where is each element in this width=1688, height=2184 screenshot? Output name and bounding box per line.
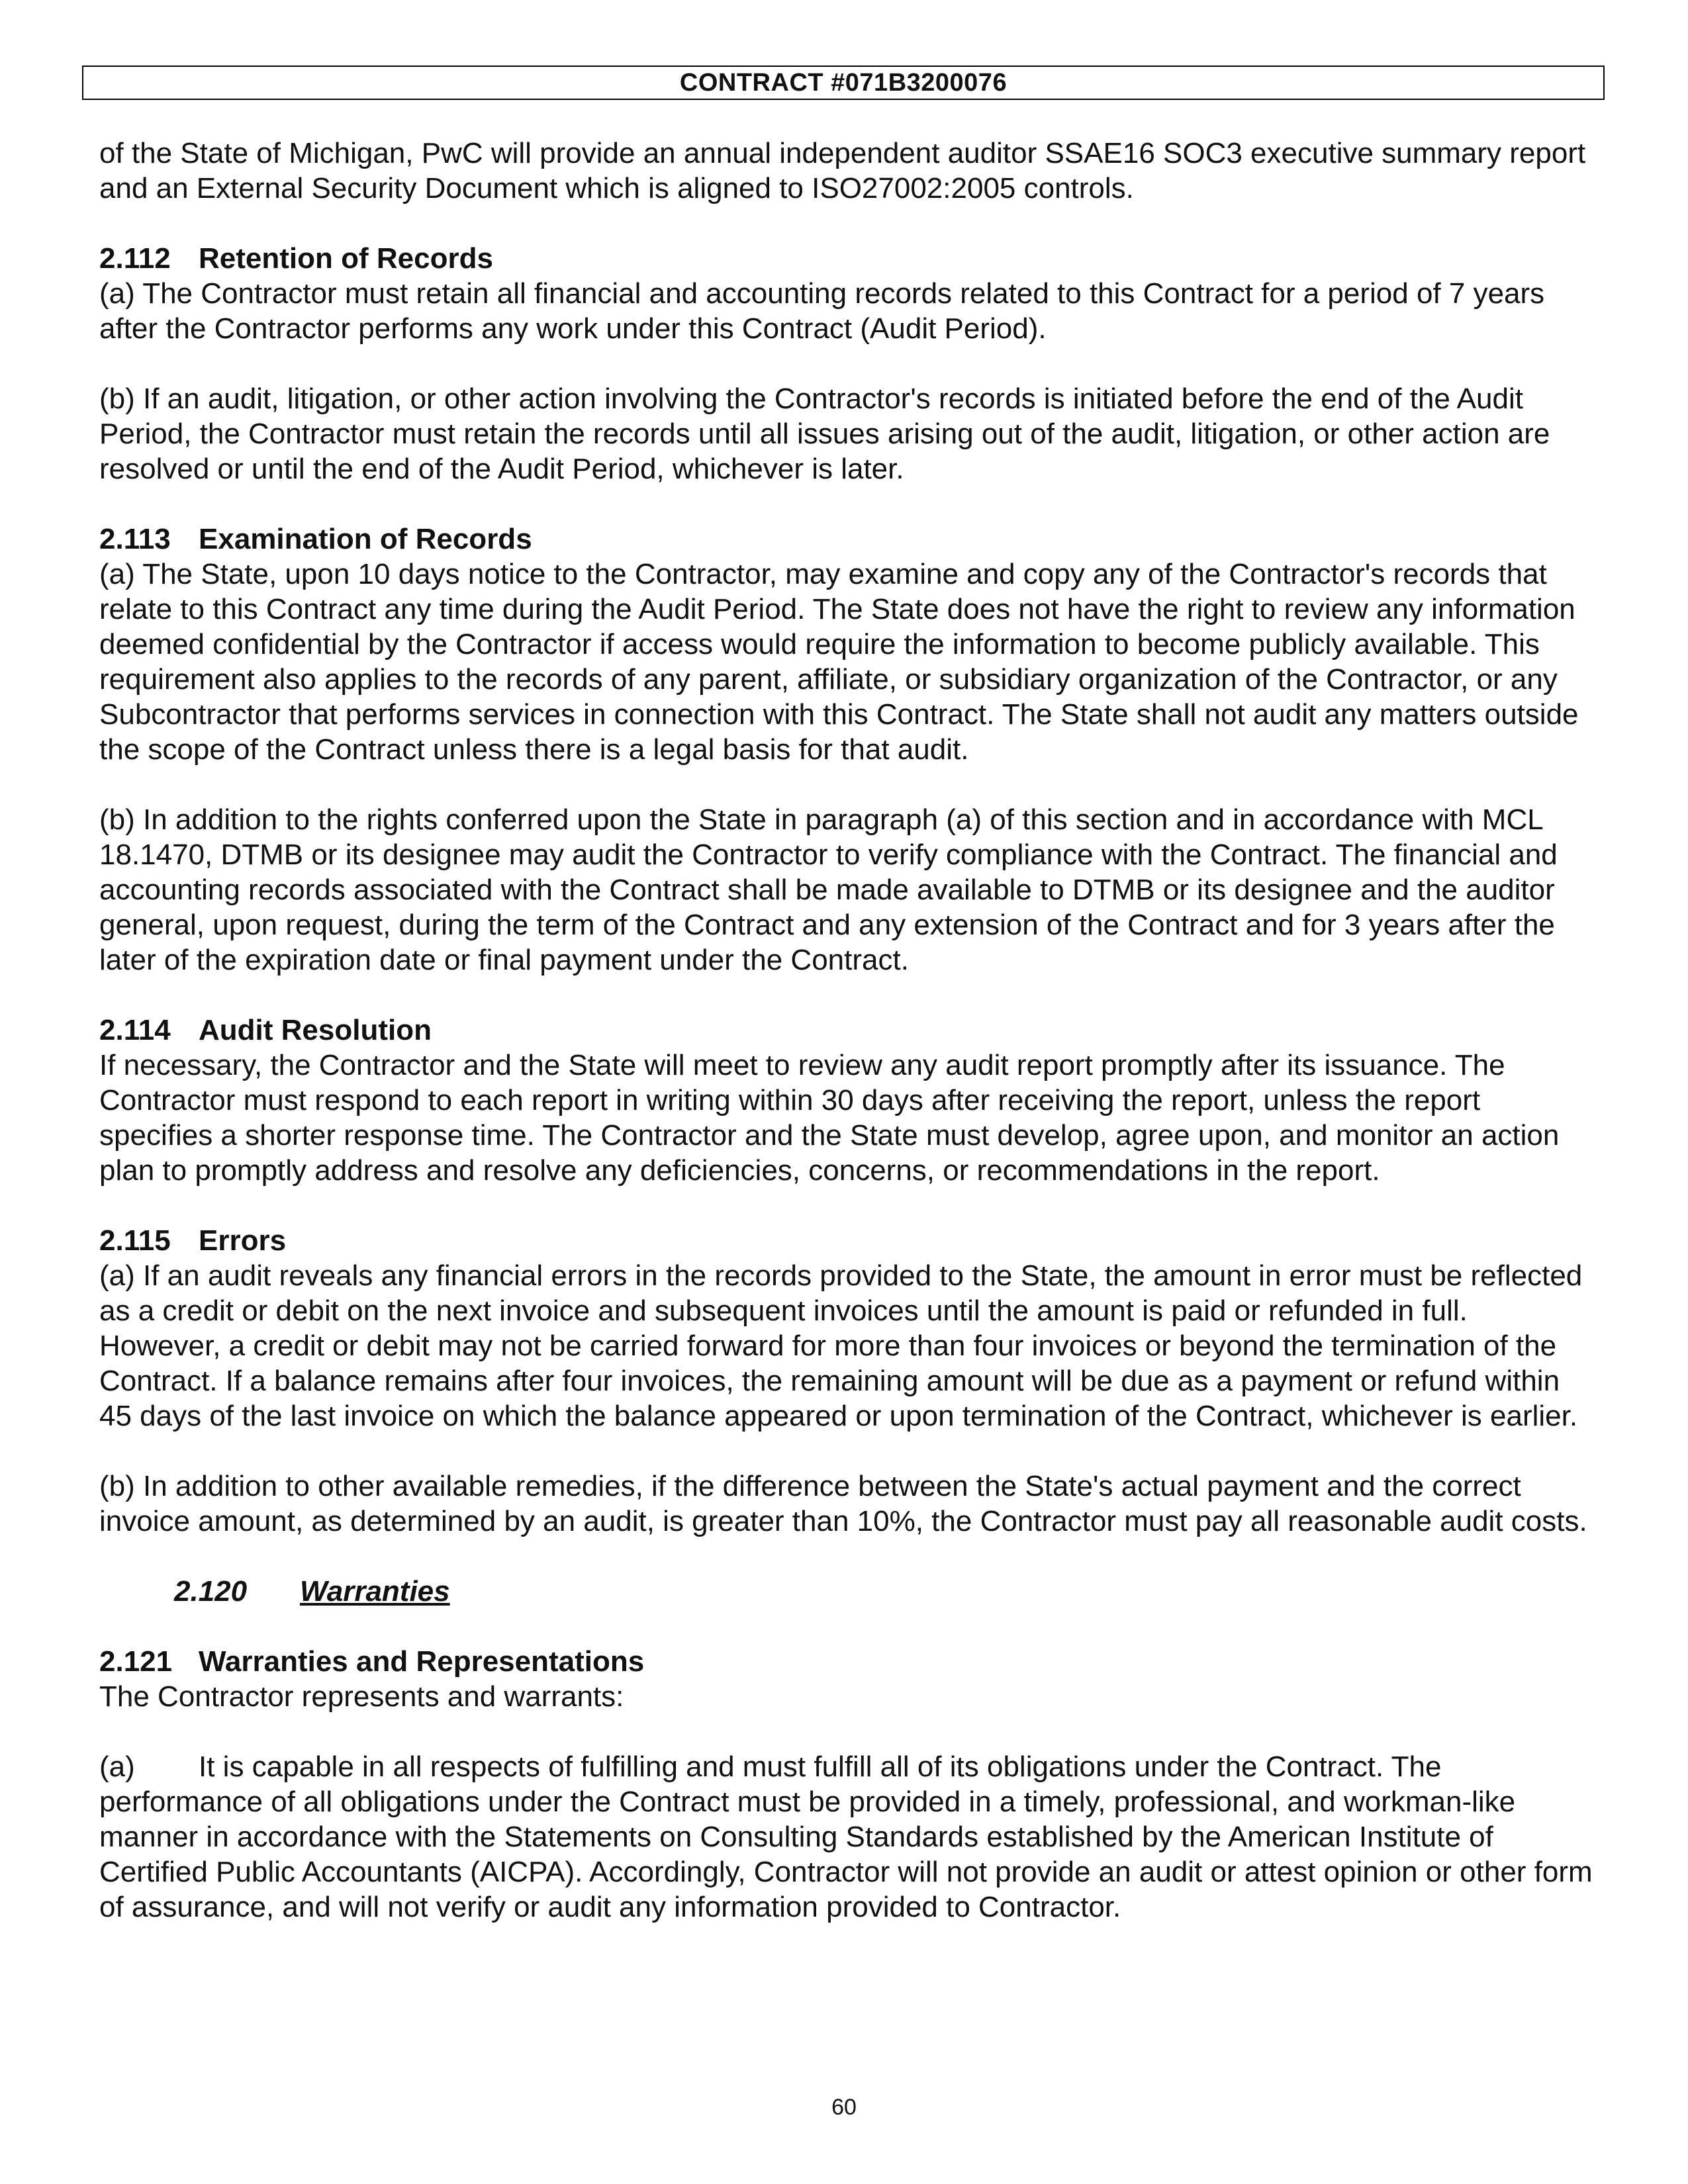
section-title: Audit Resolution <box>199 1014 432 1046</box>
section-number: 2.112 <box>99 242 171 275</box>
major-section-heading <box>174 1574 1595 1609</box>
document-body <box>99 136 1595 1960</box>
section-number: 2.114 <box>99 1014 171 1046</box>
section-2-121 <box>99 1644 1595 1925</box>
major-section-title: Warranties <box>300 1575 450 1608</box>
section-2-112 <box>99 241 1595 486</box>
section-paragraph: (a) The State, upon 10 days notice to the Contractor, may examine and copy any of the Contractor's records that relate to this Contract any time during the Audit Period. The State does not have the right to review any information deemed confidential by the Contractor if access would require the information to become publicly available. This requirement also applies to the records of any parent, affiliate, or subsidiary organization of the Contractor, or any Subcontractor that performs services in connection with this Contract. The State shall not audit any matters outside the scope of the Contract unless there is a legal basis for that audit. <box>99 558 1579 766</box>
section-heading <box>99 241 1595 276</box>
section-number: 2.113 <box>99 523 171 555</box>
contract-header <box>82 66 1605 100</box>
section-2-114 <box>99 1013 1595 1188</box>
section-2-113 <box>99 522 1595 978</box>
section-paragraph: (a) The Contractor must retain all financial and accounting records related to this Contract for a period of 7 years after the Contractor performs any work under this Contract (Audit Period). <box>99 277 1545 345</box>
contract-number: CONTRACT #071B3200076 <box>679 68 1008 97</box>
section-paragraph: (b) In addition to other available remedies, if the difference between the State's actual payment and the correct invoice amount, as determined by an audit, is greater than 10%, the Contractor must pay all reasonable audit costs. <box>99 1470 1587 1537</box>
section-2-115 <box>99 1223 1595 1539</box>
section-paragraph: (b) If an audit, litigation, or other action involving the Contractor's records is initiated before the end of the Audit Period, the Contractor must retain the records until all issues arising out of the audit, litigation, or other action are resolved or until the end of the Audit Period, whichever is later. <box>99 383 1550 485</box>
major-section-number: 2.120 <box>174 1575 248 1608</box>
section-heading <box>99 1013 1595 1048</box>
section-paragraph: (b) In addition to the rights conferred upon the State in paragraph (a) of this section and in accordance with MCL 18.1470, DTMB or its designee may audit the Contractor to verify compliance with the Contract. The financial and accounting records associated with the Contract shall be made available to DTMB or its designee and the auditor general, upon request, during the term of the Contract and any extension of the Contract and for 3 years after the later of the expiration date or final payment under the Contract. <box>99 803 1558 976</box>
section-number: 2.115 <box>99 1224 171 1257</box>
intro-paragraph: of the State of Michigan, PwC will provide an annual independent auditor SSAE16 SOC3 executive summary report and an External Security Document which is aligned to ISO27002:2005 controls. <box>99 137 1586 205</box>
section-title: Errors <box>199 1224 287 1257</box>
section-number: 2.121 <box>99 1645 173 1678</box>
warranty-item-a <box>99 1749 1595 1925</box>
section-title: Warranties and Representations <box>199 1645 645 1678</box>
section-heading <box>99 1644 1595 1679</box>
section-paragraph: (a) If an audit reveals any financial errors in the records provided to the State, the amount in error must be reflected as a credit or debit on the next invoice and subsequent invoices until the amount is paid or refunded in full. However, a credit or debit may not be carried forward for more than four invoices or beyond the termination of the Contract. If a balance remains after four invoices, the remaining amount will be due as a payment or refund within 45 days of the last invoice on which the balance appeared or upon termination of the Contract, whichever is earlier. <box>99 1259 1583 1432</box>
section-paragraph: If necessary, the Contractor and the State will meet to review any audit report promptly after its issuance. The Contractor must respond to each report in writing within 30 days after receiving the report, unless the report specifies a shorter response time. The Contractor and the State must develop, agree upon, and monitor an action plan to promptly address and resolve any deficiencies, concerns, or recommendations in the report. <box>99 1049 1560 1187</box>
item-label: (a) <box>99 1751 135 1783</box>
page-number: 60 <box>831 2095 857 2120</box>
section-heading <box>99 1223 1595 1258</box>
item-text: It is capable in all respects of fulfilling and must fulfill all of its obligations under the Contract. The performance of all obligations under the Contract must be provided in a timely, professional, and workman-like manner in accordance with the Statements on Consulting Standards established by the American Institute of Certified Public Accountants (AICPA). Accordingly, Contractor will not provide an audit or attest opinion or other form of assurance, and will not verify or audit any information provided to Contractor. <box>99 1751 1593 1923</box>
section-title: Retention of Records <box>199 242 493 275</box>
section-title: Examination of Records <box>199 523 532 555</box>
section-heading <box>99 522 1595 557</box>
section-lead: The Contractor represents and warrants: <box>99 1680 624 1713</box>
